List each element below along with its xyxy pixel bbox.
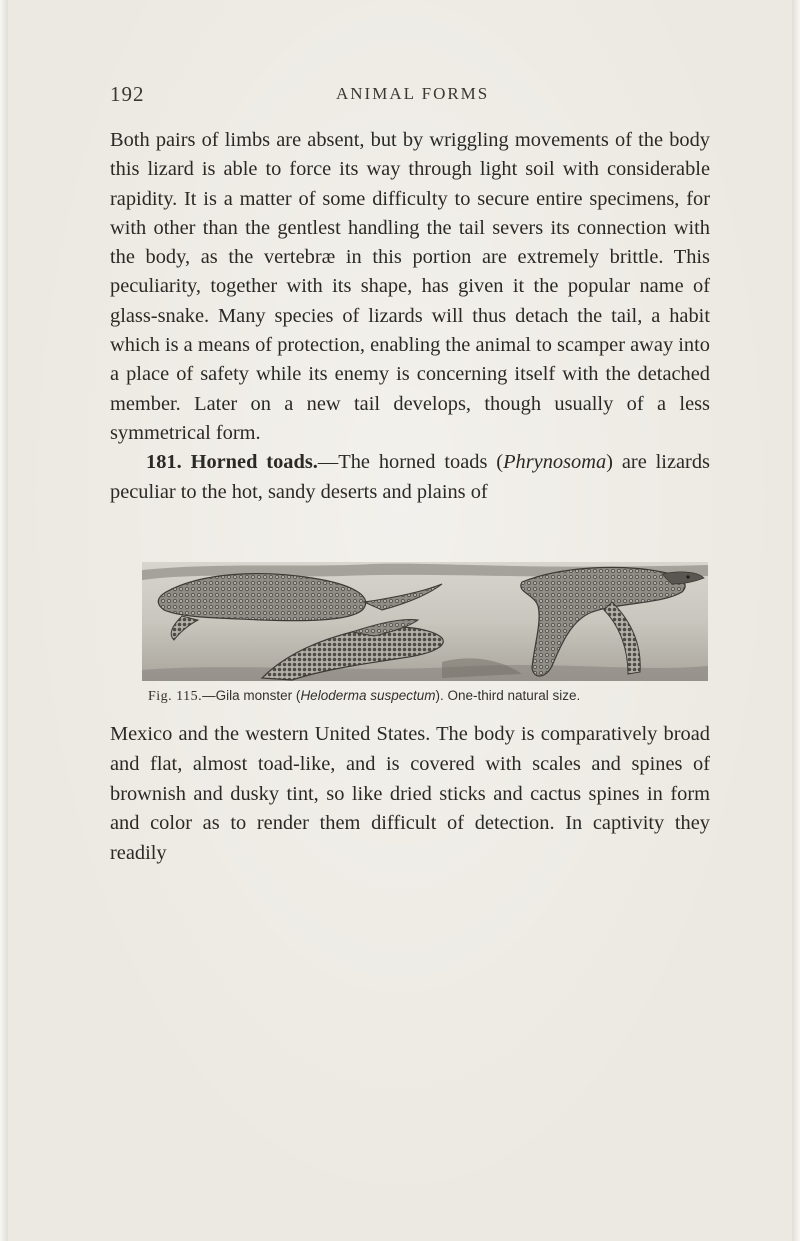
paragraph-horned-toads <box>110 448 710 507</box>
page-edge-left <box>0 0 8 1241</box>
figure-caption <box>148 688 708 705</box>
gila-monster-illustration <box>142 562 708 681</box>
caption-scientific-name: Heloderma suspectum <box>300 688 436 703</box>
scientific-name-phrynosoma: Phrynosoma <box>503 451 607 474</box>
section-number: 181. <box>146 451 182 474</box>
section-text-after: ) are lizards peculiar to the hot, sandy deserts and plains of <box>110 451 710 503</box>
top-text-block <box>110 126 710 507</box>
figure-label: Fig. 115. <box>148 689 203 704</box>
page-number: 192 <box>110 82 145 106</box>
page-edge-right <box>792 0 800 1241</box>
caption-prefix: —Gila monster ( <box>202 688 301 703</box>
paragraph-glass-snake: Both pairs of limbs are absent, but by wriggling movements of the body this lizard is able to force its way through light soil with considerable rapidity. It is a matter of some difficulty to secure entire specimens, for with other than the gentlest handling the tail severs its connection with the body, as the vertebræ in this portion are extremely brittle. This peculiarity, together with its shape, has given it the popular name of glass-snake. Many species of lizards will thus detach the tail, a habit which is a means of protection, enabling the animal to scamper away into a place of safety while its enemy is concerning itself with the detached member. Later on a new tail develops, though usually of a less symmetrical form. <box>110 129 710 444</box>
bottom-text-block <box>110 720 710 869</box>
caption-suffix: ). One-third natural size. <box>435 688 581 703</box>
section-text-before: —The horned toads ( <box>317 451 504 474</box>
paragraph-continued: Mexico and the western United States. The body is comparatively broad and flat, almost toad-like, and is covered with scales and spines of brownish and dusky tint, so like dried sticks and cactus spines in form and color as to render them difficult of detection. In captivity they readily <box>110 723 710 865</box>
section-heading: Horned toads. <box>190 451 318 474</box>
running-title: ANIMAL FORMS <box>336 84 490 103</box>
running-head <box>110 82 710 112</box>
